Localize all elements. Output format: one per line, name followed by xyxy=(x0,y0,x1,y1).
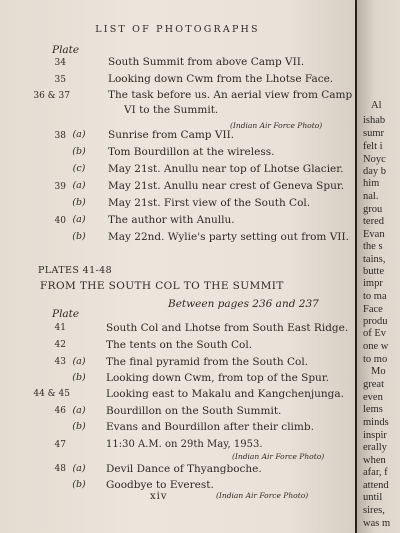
plate-number: 34 xyxy=(54,58,66,68)
facing-page-line: day b xyxy=(363,166,387,177)
facing-page-line: lems xyxy=(363,404,383,415)
facing-page-line: Face xyxy=(363,304,383,315)
facing-page-line: grou xyxy=(363,204,383,215)
facing-page-line: the s xyxy=(363,241,383,252)
facing-page-line: Evan xyxy=(363,229,385,240)
photo-caption: May 21st. Anullu near crest of Geneva Spur. xyxy=(108,180,345,192)
photo-credit: (Indian Air Force Photo) xyxy=(216,491,309,500)
photo-caption-continued: VI to the Summit. xyxy=(124,104,219,116)
sub-letter: (b) xyxy=(72,372,86,383)
sub-letter: (a) xyxy=(72,214,86,225)
page-number: xiv xyxy=(150,491,168,502)
photo-caption: The tents on the South Col. xyxy=(106,339,253,351)
facing-page-line: ishab xyxy=(363,115,386,126)
photo-caption: Looking down Cwm from the Lhotse Face. xyxy=(108,73,334,85)
sub-letter: (b) xyxy=(72,479,86,490)
plate-number: 44 & 45 xyxy=(33,389,70,399)
photo-caption: The final pyramid from the South Col. xyxy=(106,356,309,368)
plate-number: 48 xyxy=(54,464,66,474)
photo-caption: The author with Anullu. xyxy=(108,214,235,226)
photo-caption: Looking down Cwm, from top of the Spur. xyxy=(106,372,330,384)
facing-page-line: even xyxy=(363,392,383,403)
facing-page-line: produ xyxy=(363,316,388,327)
sub-letter: (a) xyxy=(72,129,86,140)
photo-caption: May 21st. Anullu near top of Lhotse Glacier. xyxy=(108,163,344,175)
photo-caption: The task before us. An aerial view from Camp xyxy=(108,89,353,101)
sub-letter: (b) xyxy=(72,231,86,242)
plate-column-heading: Plate xyxy=(52,308,80,320)
facing-page-line: minds xyxy=(363,417,389,428)
photo-caption: South Col and Lhotse from South East Ridge. xyxy=(106,322,349,334)
facing-page-line: impr xyxy=(363,278,383,289)
plate-number: 39 xyxy=(54,182,66,192)
plate-number: 43 xyxy=(54,357,66,367)
facing-page-line: great xyxy=(363,379,384,390)
photo-credit: (Indian Air Force Photo) xyxy=(232,452,325,461)
plate-number: 47 xyxy=(54,440,66,450)
photo-caption: Tom Bourdillon at the wireless. xyxy=(108,146,275,158)
facing-page-line: afar, f xyxy=(363,467,388,478)
facing-page-line: felt i xyxy=(363,141,383,152)
sub-letter: (a) xyxy=(72,356,86,367)
sub-letter: (b) xyxy=(72,421,86,432)
photo-caption: 11:30 A.M. on 29th May, 1953. xyxy=(106,439,263,450)
section-title: FROM THE SOUTH COL TO THE SUMMIT xyxy=(40,280,284,292)
plate-number: 46 xyxy=(54,406,66,416)
facing-page-line: him xyxy=(363,178,380,189)
photo-caption: Sunrise from Camp VII. xyxy=(108,129,235,141)
photo-caption: South Summit from above Camp VII. xyxy=(108,56,305,68)
photo-caption: Looking east to Makalu and Kangchenjunga. xyxy=(106,388,344,400)
facing-page-line: when xyxy=(363,455,386,466)
facing-page-line: tered xyxy=(363,216,384,227)
facing-page-line: one w xyxy=(363,341,389,352)
facing-page-line: to ma xyxy=(363,291,387,302)
facing-page-line: sumr xyxy=(363,128,384,139)
sub-letter: (b) xyxy=(72,146,86,157)
plate-number: 42 xyxy=(54,340,66,350)
plate-number: 40 xyxy=(54,216,66,226)
plate-column-heading: Plate xyxy=(52,44,80,56)
plate-number: 38 xyxy=(54,131,66,141)
photo-caption: Bourdillon on the South Summit. xyxy=(106,405,282,417)
facing-page-line: butte xyxy=(363,266,384,277)
photo-caption: May 22nd. Wylie's party setting out from VII. xyxy=(108,231,349,243)
photo-caption: Goodbye to Everest. xyxy=(106,479,214,491)
facing-page-line: was m xyxy=(363,518,391,529)
between-pages: Between pages 236 and 237 xyxy=(168,298,319,310)
plate-number: 36 & 37 xyxy=(33,91,70,101)
facing-page-line: tains, xyxy=(363,254,386,265)
facing-page-line: Mo xyxy=(371,366,386,377)
facing-page-line: erally xyxy=(363,442,387,453)
facing-page-line: inspir xyxy=(363,430,387,441)
facing-page-line: Al xyxy=(371,100,382,111)
facing-page-line: Noyc xyxy=(363,154,386,165)
photo-caption: Evans and Bourdillon after their climb. xyxy=(106,421,314,433)
photo-caption: Devil Dance of Thyangboche. xyxy=(106,463,262,475)
photo-credit: (Indian Air Force Photo) xyxy=(230,121,323,130)
facing-page-line: attend xyxy=(363,480,389,491)
facing-page xyxy=(357,0,400,533)
sub-letter: (a) xyxy=(72,405,86,416)
photo-caption: May 21st. First view of the South Col. xyxy=(108,197,311,209)
facing-page-line: sires, xyxy=(363,505,385,516)
facing-page-line: of Ev xyxy=(363,328,387,339)
plate-number: 41 xyxy=(54,323,66,333)
facing-page-line: until xyxy=(363,492,383,503)
sub-letter: (a) xyxy=(72,463,86,474)
plates-range: PLATES 41-48 xyxy=(38,265,113,276)
plate-number: 35 xyxy=(54,75,66,85)
sub-letter: (a) xyxy=(72,180,86,191)
facing-page-line: nal. xyxy=(363,191,379,202)
sub-letter: (b) xyxy=(72,197,86,208)
facing-page-line: to mo xyxy=(363,354,388,365)
page-header: LIST OF PHOTOGRAPHS xyxy=(95,24,260,35)
sub-letter: (c) xyxy=(72,163,86,174)
